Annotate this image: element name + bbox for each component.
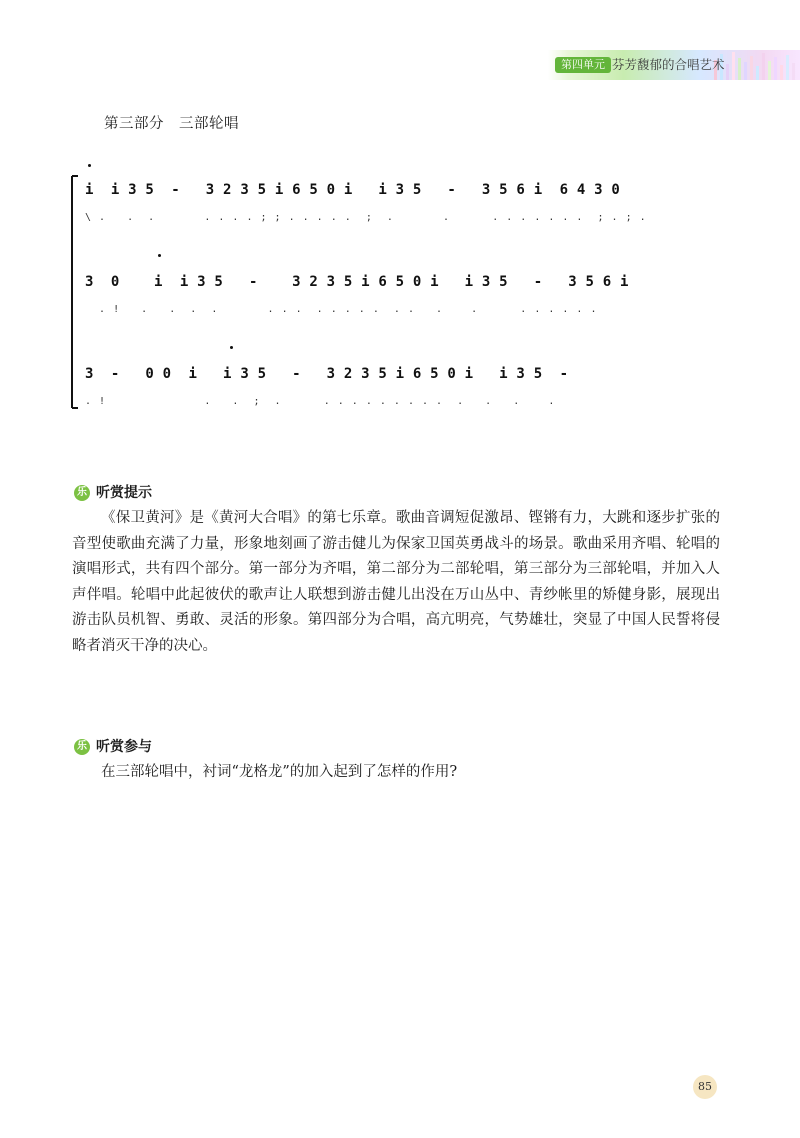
- score-row-2-lyrics: . ! . . . . . . . . . . . . . . . . . . . . . .: [85, 304, 598, 315]
- unit-badge: 第四单元: [555, 57, 611, 73]
- page-number: 85: [693, 1075, 717, 1099]
- listening-participation-label: 听赏参与: [96, 739, 152, 755]
- music-icon: 乐: [74, 485, 90, 501]
- score-brace: [68, 172, 88, 432]
- score-row-3-lyrics: . ! . . ; . . . . . . . . . . . . . .: [85, 396, 556, 407]
- music-icon: 乐: [74, 739, 90, 755]
- octave-dot: [230, 346, 233, 349]
- score-row-1-lyrics: \ . . . . . . . ; ; . . . . . ; . . . . . . . . . ; . ; .: [85, 212, 647, 223]
- score-row-3-notes: 3 - 0 0 i i 3 5 - 3 2 3 5 i 6 5 0 i i 3 5 -: [85, 366, 569, 382]
- listening-tips-text: 《保卫黄河》是《黄河大合唱》的第七乐章。歌曲音调短促激昂、铿锵有力，大跳和逐步扩张的音型使歌曲充满了力量，形象地刻画了游击健儿为保家卫国英勇战斗的场景。歌曲采用齐唱、轮唱的演唱形式，共有四个部分。第一部分为齐唱，第二部分为二部轮唱，第三部分为三部轮唱，并加入人声伴唱。轮唱中此起彼伏的歌声让人联想到游击健儿出没在万山丛中、青纱帐里的矫健身影，展现出游击队员机智、勇敢、灵活的形象。第四部分为合唱，高亢明亮，气势雄壮，突显了中国人民誓将侵略者消灭干净的决心。: [72, 510, 720, 654]
- section-title: 第三部分 三部轮唱: [104, 116, 239, 132]
- octave-dot: [88, 164, 91, 167]
- score-row-2-notes: 3 0 i i 3 5 - 3 2 3 5 i 6 5 0 i i 3 5 - 3 5 6 i: [85, 274, 629, 290]
- music-score: [60, 150, 740, 430]
- score-row-1-notes: i i 3 5 - 3 2 3 5 i 6 5 0 i i 3 5 - 3 5 6 i 6 4 3 0: [85, 182, 620, 198]
- listening-tips-label: 听赏提示: [96, 485, 152, 501]
- unit-title: 芬芳馥郁的合唱艺术: [612, 57, 725, 72]
- listening-participation-text: 在三部轮唱中，衬词“龙格龙”的加入起到了怎样的作用?: [101, 764, 458, 780]
- octave-dot: [158, 254, 161, 257]
